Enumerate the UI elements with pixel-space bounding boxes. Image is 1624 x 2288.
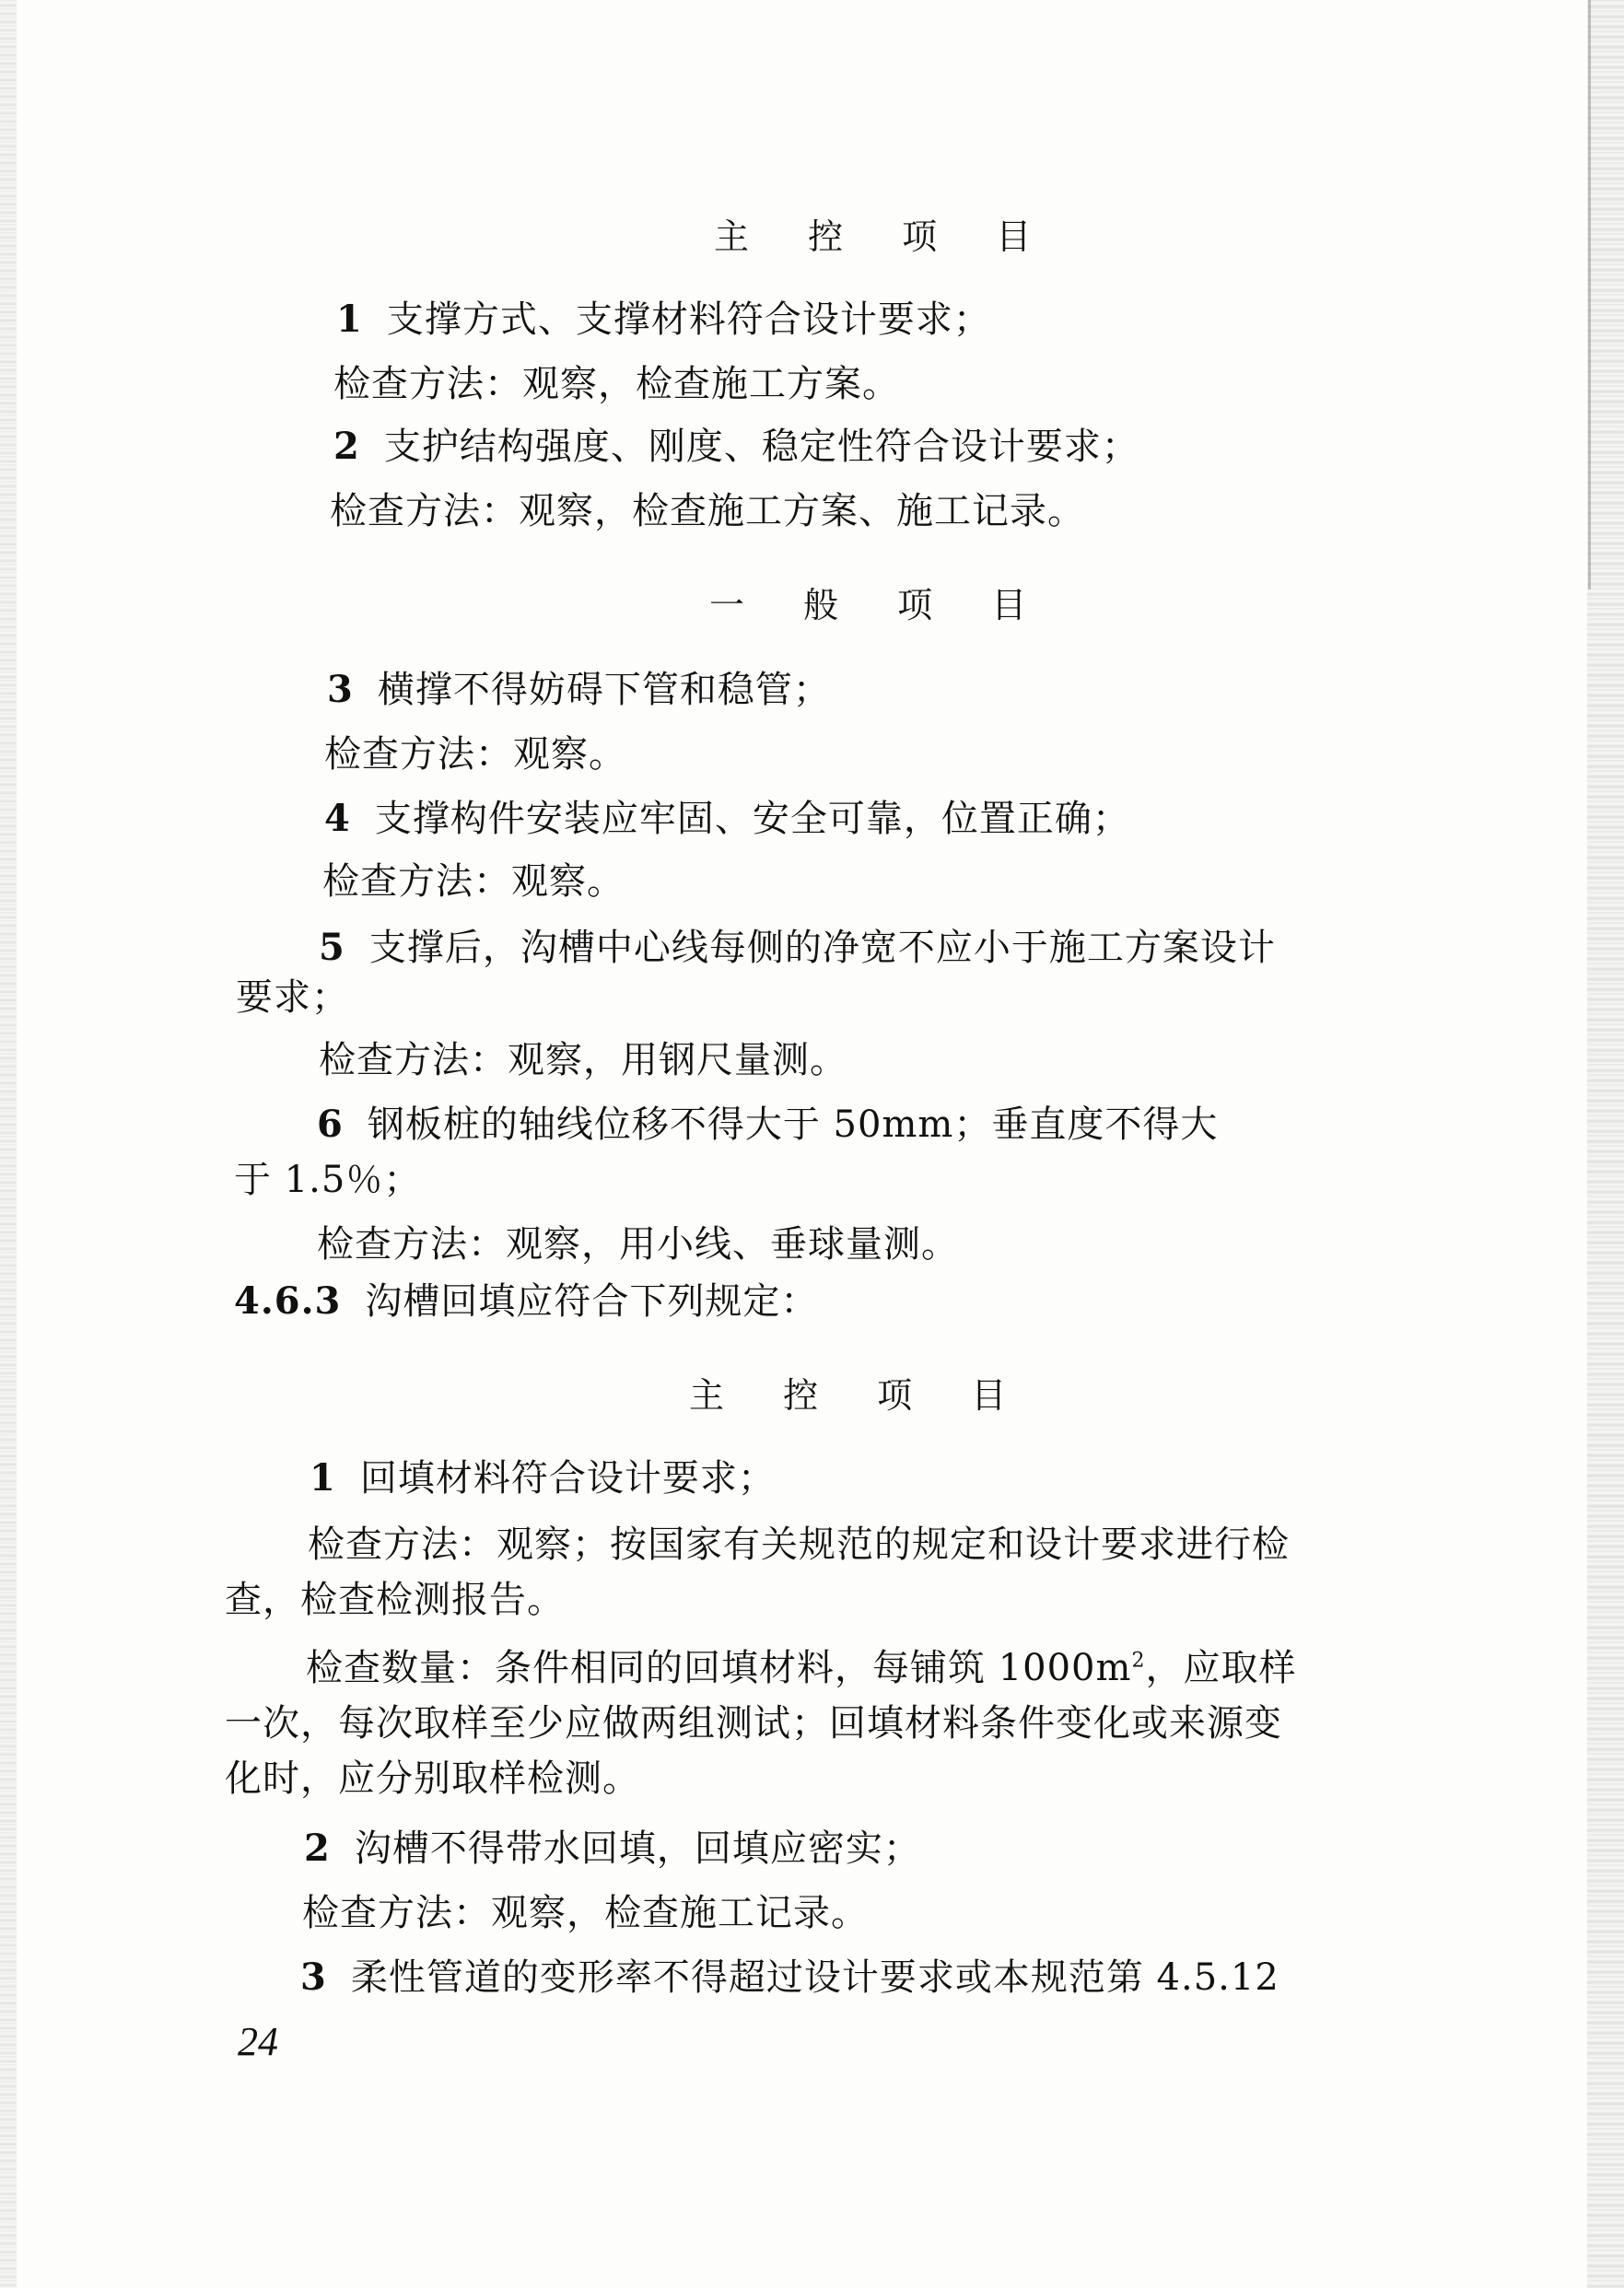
scan-edge-left	[0, 0, 17, 2288]
item-text: 钢板桩的轴线位移不得大于 50mm；垂直度不得大	[367, 1103, 1219, 1146]
superscript: 2	[1131, 1649, 1146, 1673]
section-4-6-3	[234, 1278, 818, 1325]
item-2	[333, 424, 1139, 470]
item-5	[319, 925, 1276, 971]
backfill-item-2	[304, 1826, 921, 1872]
item-number: 2	[333, 425, 360, 468]
quantity-text-tail: ，应取样	[1145, 1647, 1297, 1689]
quantity-text: 检查数量：条件相同的回填材料，每铺筑 1000m	[306, 1647, 1132, 1689]
item-6-continuation: 于 1.5％；	[234, 1159, 422, 1201]
backfill-item-2-check-method: 检查方法：观察，检查施工记录。	[302, 1892, 869, 1934]
item-2-check-method: 检查方法：观察，检查施工方案、施工记录。	[330, 490, 1085, 532]
item-text: 支撑后，沟槽中心线每侧的净宽不应小于施工方案设计	[368, 927, 1276, 969]
item-number: 6	[317, 1103, 344, 1146]
item-4-check-method: 检查方法：观察。	[322, 860, 625, 903]
backfill-item-1	[310, 1455, 776, 1501]
section-heading-main-control: 主 控 项 目	[714, 216, 1056, 257]
backfill-item-1-check-method: 检查方法：观察；按国家有关规范的规定和设计要求进行检	[308, 1523, 1290, 1566]
backfill-item-1-quantity-line-2: 一次，每次取样至少应做两组测试；回填材料条件变化或来源变	[225, 1702, 1282, 1745]
item-5-check-method: 检查方法：观察，用钢尺量测。	[319, 1039, 847, 1081]
section-heading-main-control-2: 主 控 项 目	[689, 1375, 1031, 1416]
backfill-item-1-check-quantity	[306, 1645, 1296, 1691]
item-1	[336, 297, 991, 343]
item-number: 2	[304, 1827, 331, 1870]
backfill-item-3	[300, 1955, 1279, 2001]
item-text: 柔性管道的变形率不得超过设计要求或本规范第 4.5.12	[350, 1956, 1279, 1999]
backfill-item-1-quantity-line-3: 化时，应分别取样检测。	[225, 1757, 640, 1800]
item-4	[324, 796, 1130, 842]
item-6-check-method: 检查方法：观察，用小线、垂球量测。	[317, 1223, 959, 1266]
section-heading-general: 一 般 项 目	[709, 585, 1051, 625]
item-text: 支撑方式、支撑材料符合设计要求；	[386, 298, 991, 341]
scan-edge-mark	[1588, 0, 1591, 590]
item-5-continuation: 要求；	[236, 976, 349, 1019]
item-3	[327, 667, 831, 713]
section-number: 4.6.3	[234, 1279, 342, 1323]
backfill-item-1-check-continuation: 查，检查检测报告。	[225, 1579, 565, 1621]
item-text: 支护结构强度、刚度、稳定性符合设计要求；	[383, 426, 1139, 468]
section-text: 沟槽回填应符合下列规定：	[365, 1280, 819, 1323]
item-6	[317, 1102, 1218, 1148]
item-3-check-method: 检查方法：观察。	[324, 733, 626, 776]
item-number: 1	[336, 298, 363, 341]
item-number: 4	[324, 797, 351, 840]
item-number: 5	[319, 926, 345, 969]
item-number: 3	[300, 1955, 327, 1999]
item-number: 3	[327, 668, 354, 711]
item-1-check-method: 检查方法：观察，检查施工方案。	[333, 363, 900, 405]
item-text: 横撑不得妨碍下管和稳管；	[377, 669, 831, 711]
item-text: 沟槽不得带水回填，回填应密实；	[354, 1827, 921, 1870]
page-number: 24	[238, 2019, 278, 2064]
item-number: 1	[310, 1456, 336, 1500]
item-text: 回填材料符合设计要求；	[359, 1457, 776, 1500]
item-text: 支撑构件安装应牢固、安全可靠，位置正确；	[374, 798, 1130, 840]
scan-edge-right	[1587, 0, 1624, 2288]
